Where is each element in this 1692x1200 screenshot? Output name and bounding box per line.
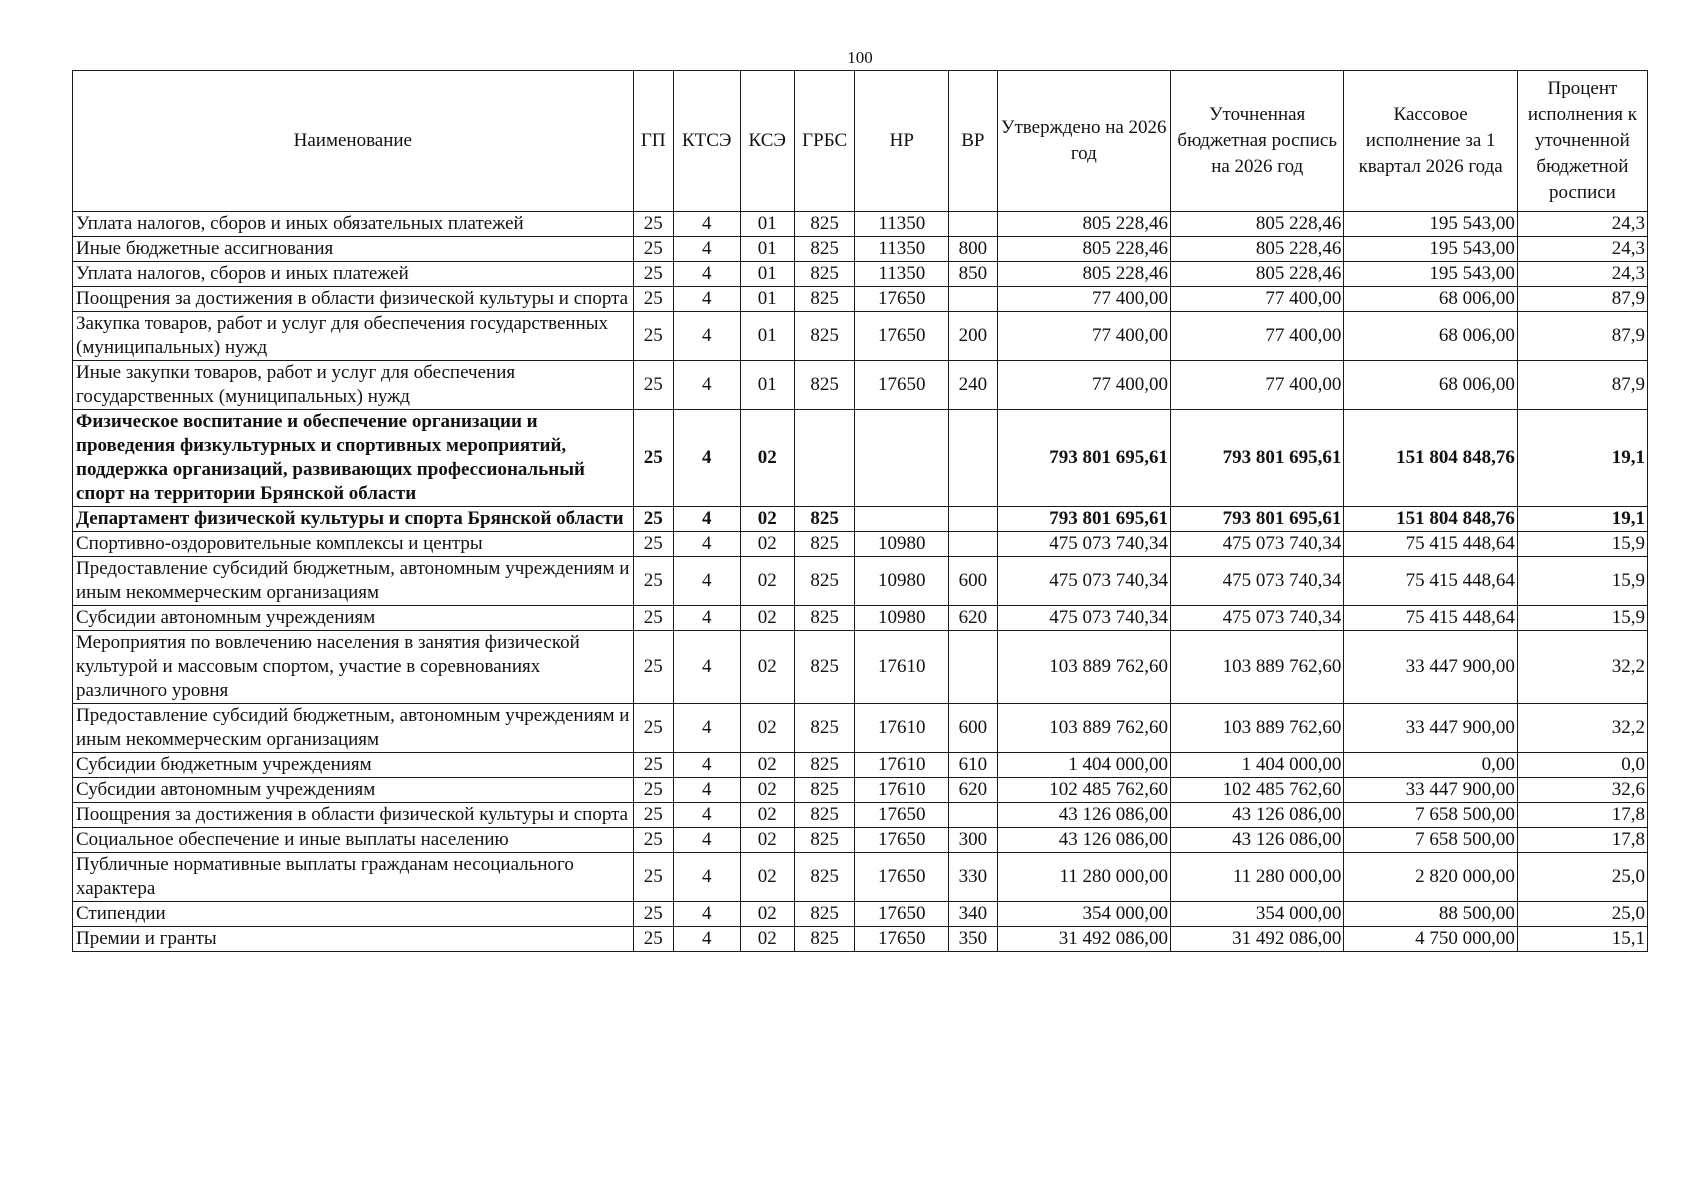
cell-grbs: 825 [794,262,854,287]
cell-gp: 25 [633,927,673,952]
cell-approved: 793 801 695,61 [997,410,1170,507]
header-kse: КСЭ [740,71,794,212]
cell-approved: 354 000,00 [997,902,1170,927]
cell-cash: 75 415 448,64 [1344,557,1517,606]
table-row [73,631,1648,704]
cell-nr: 17650 [855,287,949,312]
cell-nr: 17610 [855,753,949,778]
cell-percent: 32,2 [1517,631,1647,704]
cell-refined: 354 000,00 [1171,902,1344,927]
cell-kse: 01 [740,237,794,262]
cell-kse: 01 [740,361,794,410]
cell-nr: 17650 [855,853,949,902]
cell-name: Спортивно-оздоровительные комплексы и центры [73,532,634,557]
header-refined: Уточненная бюджетная роспись на 2026 год [1171,71,1344,212]
cell-cash: 195 543,00 [1344,212,1517,237]
cell-vr: 200 [949,312,997,361]
cell-nr [855,507,949,532]
cell-approved: 475 073 740,34 [997,557,1170,606]
cell-name: Закупка товаров, работ и услуг для обеспечения государственных (муниципальных) нужд [73,312,634,361]
table-row [73,410,1648,507]
cell-grbs: 825 [794,361,854,410]
table-row [73,507,1648,532]
cell-name: Предоставление субсидий бюджетным, автономным учреждениям и иным некоммерческим организациям [73,704,634,753]
cell-ktse: 4 [673,927,740,952]
cell-vr: 620 [949,778,997,803]
cell-refined: 77 400,00 [1171,312,1344,361]
cell-nr: 17650 [855,361,949,410]
cell-refined: 805 228,46 [1171,262,1344,287]
cell-nr: 10980 [855,606,949,631]
table-row [73,828,1648,853]
cell-vr: 600 [949,557,997,606]
cell-ktse: 4 [673,262,740,287]
cell-vr: 330 [949,853,997,902]
table-row [73,262,1648,287]
cell-grbs: 825 [794,312,854,361]
header-percent: Процент исполнения к уточненной бюджетной росписи [1517,71,1647,212]
header-row [73,71,1648,212]
cell-nr: 17650 [855,803,949,828]
cell-approved: 77 400,00 [997,287,1170,312]
cell-vr: 620 [949,606,997,631]
cell-vr [949,287,997,312]
cell-grbs: 825 [794,927,854,952]
cell-vr: 340 [949,902,997,927]
cell-vr: 610 [949,753,997,778]
cell-gp: 25 [633,312,673,361]
cell-ktse: 4 [673,287,740,312]
cell-percent: 24,3 [1517,262,1647,287]
cell-approved: 805 228,46 [997,237,1170,262]
cell-vr [949,631,997,704]
cell-vr: 350 [949,927,997,952]
cell-ktse: 4 [673,803,740,828]
cell-cash: 151 804 848,76 [1344,507,1517,532]
cell-refined: 793 801 695,61 [1171,410,1344,507]
cell-ktse: 4 [673,753,740,778]
header-cash: Кассовое исполнение за 1 квартал 2026 года [1344,71,1517,212]
cell-name: Уплата налогов, сборов и иных обязательных платежей [73,212,634,237]
cell-cash: 33 447 900,00 [1344,631,1517,704]
table-row [73,853,1648,902]
cell-percent: 87,9 [1517,312,1647,361]
cell-refined: 793 801 695,61 [1171,507,1344,532]
cell-percent: 24,3 [1517,237,1647,262]
cell-gp: 25 [633,853,673,902]
cell-vr [949,532,997,557]
cell-kse: 02 [740,902,794,927]
cell-grbs: 825 [794,828,854,853]
table-row [73,237,1648,262]
cell-cash: 75 415 448,64 [1344,532,1517,557]
cell-grbs: 825 [794,507,854,532]
cell-grbs: 825 [794,631,854,704]
cell-approved: 43 126 086,00 [997,803,1170,828]
cell-gp: 25 [633,557,673,606]
cell-cash: 4 750 000,00 [1344,927,1517,952]
header-approved: Утверждено на 2026 год [997,71,1170,212]
cell-nr: 11350 [855,262,949,287]
cell-name: Иные бюджетные ассигнования [73,237,634,262]
cell-grbs: 825 [794,606,854,631]
cell-approved: 102 485 762,60 [997,778,1170,803]
cell-cash: 75 415 448,64 [1344,606,1517,631]
cell-percent: 17,8 [1517,828,1647,853]
cell-refined: 805 228,46 [1171,212,1344,237]
table-row [73,361,1648,410]
cell-cash: 2 820 000,00 [1344,853,1517,902]
cell-name: Уплата налогов, сборов и иных платежей [73,262,634,287]
table-row [73,557,1648,606]
table-row [73,704,1648,753]
cell-kse: 02 [740,927,794,952]
cell-approved: 475 073 740,34 [997,532,1170,557]
cell-cash: 33 447 900,00 [1344,704,1517,753]
table-body [73,212,1648,952]
cell-approved: 31 492 086,00 [997,927,1170,952]
cell-kse: 01 [740,312,794,361]
cell-name: Предоставление субсидий бюджетным, автономным учреждениям и иным некоммерческим организациям [73,557,634,606]
cell-kse: 02 [740,853,794,902]
cell-gp: 25 [633,704,673,753]
cell-name: Поощрения за достижения в области физической культуры и спорта [73,803,634,828]
cell-percent: 15,9 [1517,557,1647,606]
cell-ktse: 4 [673,532,740,557]
table-row [73,778,1648,803]
cell-approved: 475 073 740,34 [997,606,1170,631]
cell-gp: 25 [633,410,673,507]
cell-grbs [794,410,854,507]
cell-grbs: 825 [794,237,854,262]
table-row [73,212,1648,237]
cell-vr [949,212,997,237]
cell-cash: 7 658 500,00 [1344,828,1517,853]
cell-nr: 17650 [855,902,949,927]
cell-grbs: 825 [794,287,854,312]
cell-refined: 102 485 762,60 [1171,778,1344,803]
cell-cash: 68 006,00 [1344,361,1517,410]
cell-nr: 11350 [855,237,949,262]
cell-vr [949,803,997,828]
cell-percent: 25,0 [1517,902,1647,927]
cell-percent: 19,1 [1517,410,1647,507]
header-grbs: ГРБС [794,71,854,212]
cell-name: Поощрения за достижения в области физической культуры и спорта [73,287,634,312]
header-vr: ВР [949,71,997,212]
cell-name: Субсидии автономным учреждениям [73,606,634,631]
cell-cash: 195 543,00 [1344,237,1517,262]
cell-refined: 475 073 740,34 [1171,606,1344,631]
cell-percent: 87,9 [1517,361,1647,410]
cell-kse: 02 [740,410,794,507]
cell-cash: 68 006,00 [1344,312,1517,361]
cell-nr: 10980 [855,532,949,557]
cell-approved: 805 228,46 [997,262,1170,287]
cell-percent: 32,2 [1517,704,1647,753]
header-name: Наименование [73,71,634,212]
cell-refined: 103 889 762,60 [1171,704,1344,753]
cell-ktse: 4 [673,507,740,532]
cell-percent: 15,9 [1517,532,1647,557]
cell-gp: 25 [633,606,673,631]
cell-approved: 103 889 762,60 [997,704,1170,753]
cell-name: Премии и гранты [73,927,634,952]
cell-approved: 805 228,46 [997,212,1170,237]
cell-kse: 02 [740,704,794,753]
cell-ktse: 4 [673,237,740,262]
cell-nr: 17610 [855,704,949,753]
cell-ktse: 4 [673,704,740,753]
cell-name: Публичные нормативные выплаты гражданам несоциального характера [73,853,634,902]
cell-nr: 11350 [855,212,949,237]
cell-vr [949,410,997,507]
cell-refined: 1 404 000,00 [1171,753,1344,778]
cell-refined: 77 400,00 [1171,361,1344,410]
cell-approved: 1 404 000,00 [997,753,1170,778]
cell-approved: 43 126 086,00 [997,828,1170,853]
cell-approved: 77 400,00 [997,361,1170,410]
cell-gp: 25 [633,287,673,312]
cell-name: Социальное обеспечение и иные выплаты населению [73,828,634,853]
cell-nr: 10980 [855,557,949,606]
cell-gp: 25 [633,237,673,262]
budget-table [72,70,1648,952]
cell-percent: 19,1 [1517,507,1647,532]
cell-grbs: 825 [794,902,854,927]
cell-gp: 25 [633,902,673,927]
table-row [73,287,1648,312]
cell-percent: 0,0 [1517,753,1647,778]
cell-ktse: 4 [673,828,740,853]
cell-kse: 02 [740,828,794,853]
cell-vr: 300 [949,828,997,853]
cell-grbs: 825 [794,778,854,803]
cell-vr: 800 [949,237,997,262]
cell-ktse: 4 [673,557,740,606]
cell-cash: 88 500,00 [1344,902,1517,927]
cell-ktse: 4 [673,606,740,631]
cell-gp: 25 [633,361,673,410]
cell-percent: 32,6 [1517,778,1647,803]
cell-refined: 11 280 000,00 [1171,853,1344,902]
cell-kse: 02 [740,557,794,606]
cell-cash: 0,00 [1344,753,1517,778]
cell-percent: 15,1 [1517,927,1647,952]
cell-grbs: 825 [794,557,854,606]
cell-gp: 25 [633,507,673,532]
cell-kse: 01 [740,287,794,312]
cell-percent: 15,9 [1517,606,1647,631]
cell-kse: 01 [740,212,794,237]
page-number: 100 [847,48,873,67]
cell-gp: 25 [633,631,673,704]
cell-cash: 195 543,00 [1344,262,1517,287]
cell-nr: 17650 [855,312,949,361]
cell-kse: 02 [740,778,794,803]
cell-grbs: 825 [794,803,854,828]
cell-refined: 475 073 740,34 [1171,557,1344,606]
cell-refined: 103 889 762,60 [1171,631,1344,704]
cell-kse: 02 [740,803,794,828]
header-nr: НР [855,71,949,212]
cell-nr [855,410,949,507]
cell-refined: 31 492 086,00 [1171,927,1344,952]
cell-cash: 68 006,00 [1344,287,1517,312]
cell-name: Департамент физической культуры и спорта Брянской области [73,507,634,532]
cell-ktse: 4 [673,361,740,410]
cell-kse: 02 [740,753,794,778]
cell-gp: 25 [633,828,673,853]
cell-vr: 240 [949,361,997,410]
cell-percent: 17,8 [1517,803,1647,828]
cell-kse: 02 [740,532,794,557]
cell-kse: 02 [740,606,794,631]
cell-approved: 77 400,00 [997,312,1170,361]
cell-nr: 17610 [855,778,949,803]
cell-grbs: 825 [794,212,854,237]
cell-refined: 805 228,46 [1171,237,1344,262]
cell-kse: 01 [740,262,794,287]
cell-name: Мероприятия по вовлечению населения в занятия физической культурой и массовым спортом, участие в соревнованиях различного уровня [73,631,634,704]
table-row [73,803,1648,828]
table-row [73,606,1648,631]
table-row [73,312,1648,361]
cell-gp: 25 [633,212,673,237]
cell-kse: 02 [740,507,794,532]
cell-gp: 25 [633,262,673,287]
cell-grbs: 825 [794,532,854,557]
cell-grbs: 825 [794,704,854,753]
table-row [73,902,1648,927]
cell-percent: 25,0 [1517,853,1647,902]
cell-ktse: 4 [673,778,740,803]
cell-vr: 850 [949,262,997,287]
table-row [73,927,1648,952]
cell-gp: 25 [633,532,673,557]
cell-gp: 25 [633,803,673,828]
cell-gp: 25 [633,778,673,803]
cell-ktse: 4 [673,902,740,927]
cell-approved: 103 889 762,60 [997,631,1170,704]
cell-name: Субсидии автономным учреждениям [73,778,634,803]
cell-grbs: 825 [794,853,854,902]
cell-cash: 151 804 848,76 [1344,410,1517,507]
cell-name: Физическое воспитание и обеспечение организации и проведения физкультурных и спортивных мероприятий, поддержка организаций, развивающих профессиональный спорт на территории Брянской области [73,410,634,507]
cell-grbs: 825 [794,753,854,778]
cell-nr: 17650 [855,828,949,853]
cell-vr: 600 [949,704,997,753]
cell-kse: 02 [740,631,794,704]
cell-refined: 475 073 740,34 [1171,532,1344,557]
cell-ktse: 4 [673,853,740,902]
cell-ktse: 4 [673,212,740,237]
cell-name: Субсидии бюджетным учреждениям [73,753,634,778]
cell-refined: 43 126 086,00 [1171,803,1344,828]
cell-refined: 77 400,00 [1171,287,1344,312]
cell-name: Иные закупки товаров, работ и услуг для обеспечения государственных (муниципальных) нужд [73,361,634,410]
cell-percent: 24,3 [1517,212,1647,237]
cell-cash: 33 447 900,00 [1344,778,1517,803]
table-row [73,753,1648,778]
cell-nr: 17650 [855,927,949,952]
cell-percent: 87,9 [1517,287,1647,312]
cell-cash: 7 658 500,00 [1344,803,1517,828]
cell-ktse: 4 [673,312,740,361]
cell-nr: 17610 [855,631,949,704]
cell-ktse: 4 [673,410,740,507]
cell-ktse: 4 [673,631,740,704]
cell-name: Стипендии [73,902,634,927]
cell-approved: 793 801 695,61 [997,507,1170,532]
cell-gp: 25 [633,753,673,778]
cell-refined: 43 126 086,00 [1171,828,1344,853]
header-ktse: КТСЭ [673,71,740,212]
header-gp: ГП [633,71,673,212]
cell-approved: 11 280 000,00 [997,853,1170,902]
cell-vr [949,507,997,532]
table-row [73,532,1648,557]
